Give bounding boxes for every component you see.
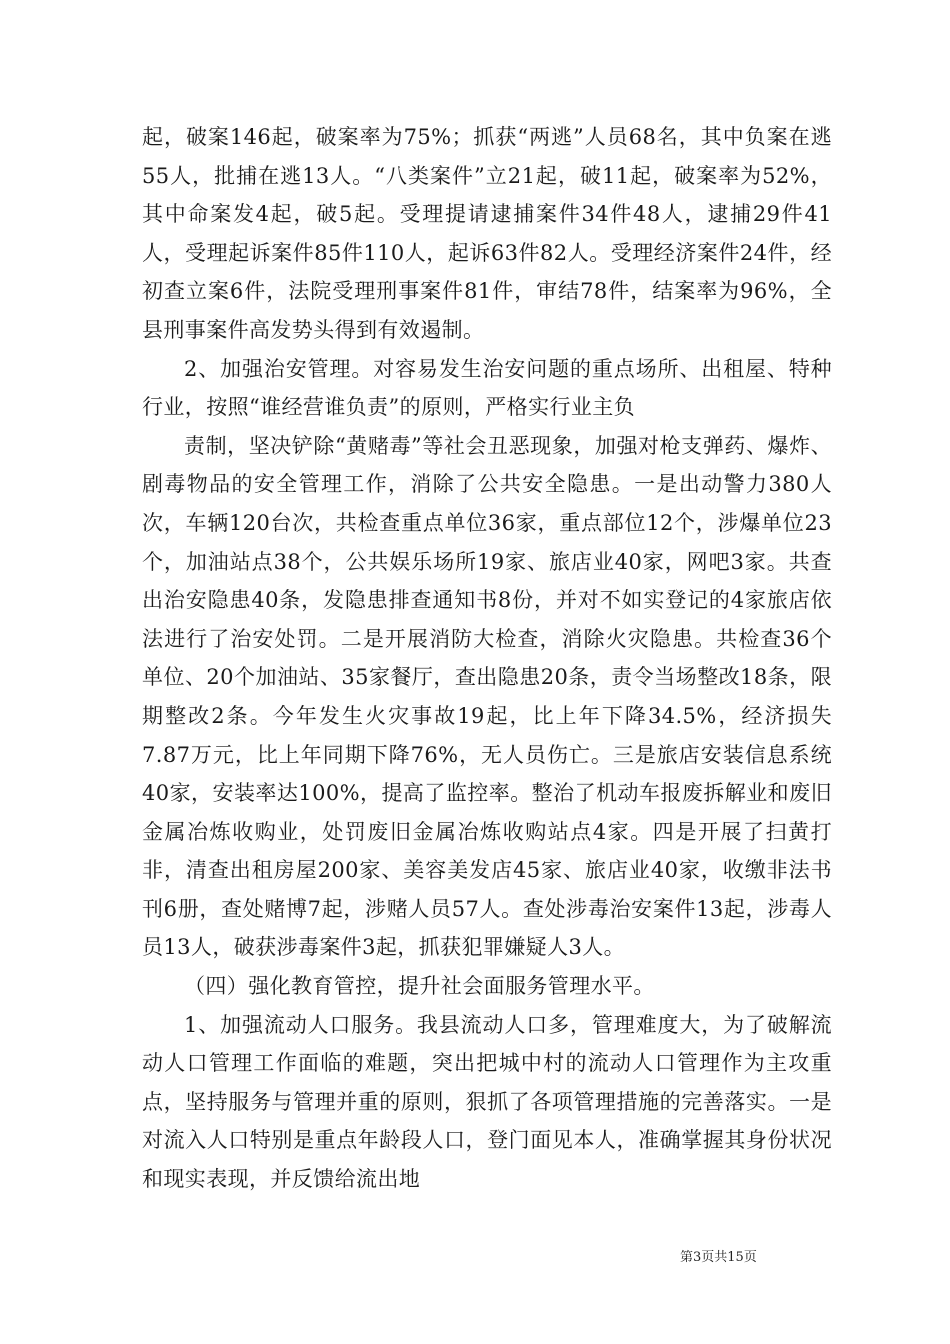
paragraph-case-statistics: 起，破案146起，破案率为75%；抓获“两逃”人员68名，其中负案在逃55人，批捕在逃13人。“八类案件”立21起，破11起，破案率为52%，其中命案发4起，破5起。受理提请逮捕案件34件48人，逮捕29件41人，受理起诉案件85件110人，起诉63件82人。受理经济案件24件，经初查立案6件，法院受理刑事案件81件，审结78件，结案率为96%，全县刑事案件高发势头得到有效遏制。 <box>142 125 832 342</box>
paragraph-safety-inspection: 责制，坚决铲除“黄赌毒”等社会丑恶现象，加强对枪支弹药、爆炸、剧毒物品的安全管理工作，消除了公共安全隐患。一是出动警力380人次，车辆120台次，共检查重点单位36家，重点部位12个，涉爆单位23个，加油站点38个，公共娱乐场所19家、旅店业40家，网吧3家。共查出治安隐患40条，发隐患排查通知书8份，并对不如实登记的4家旅店依法进行了治安处罚。二是开展消防大检查，消除火灾隐患。共检查36个单位、20个加油站、35家餐厅，查出隐患20条，责令当场整改18条，限期整改2条。今年发生火灾事故19起，比上年下降34.5%，经济损失7.87万元，比上年同期下降76%，无人员伤亡。三是旅店安装信息系统40家，安装率达100%，提高了监控率。整治了机动车报废拆解业和废旧金属冶炼收购业，处罚废旧金属冶炼收购站点4家。四是开展了扫黄打非，清查出租房屋200家、美容美发店45家、旅店业40家，收缴非法书刊6册，查处赌博7起，涉赌人员57人。查处涉毒治安案件13起，涉毒人员13人，破获涉毒案件3起，抓获犯罪嫌疑人3人。 <box>142 433 832 960</box>
section-heading-education-control: （四）强化教育管控，提升社会面服务管理水平。 <box>184 974 655 999</box>
paragraph-floating-population: 1、加强流动人口服务。我县流动人口多，管理难度大，为了破解流动人口管理工作面临的难题，突出把城中村的流动人口管理作为主攻重点，坚持服务与管理并重的原则，狠抓了各项管理措施的完善落实。一是对流入人口特别是重点年龄段人口，登门面见本人，准确掌握其身份状况和现实表现，并反馈给流出地 <box>142 1012 832 1192</box>
paragraph-public-security-management: 2、加强治安管理。对容易发生治安问题的重点场所、出租屋、特种行业，按照“谁经营谁负责”的原则，严格实行业主负 <box>142 356 832 420</box>
document-body <box>142 118 832 1199</box>
page-number-footer: 第3页共15页 <box>680 1250 757 1265</box>
